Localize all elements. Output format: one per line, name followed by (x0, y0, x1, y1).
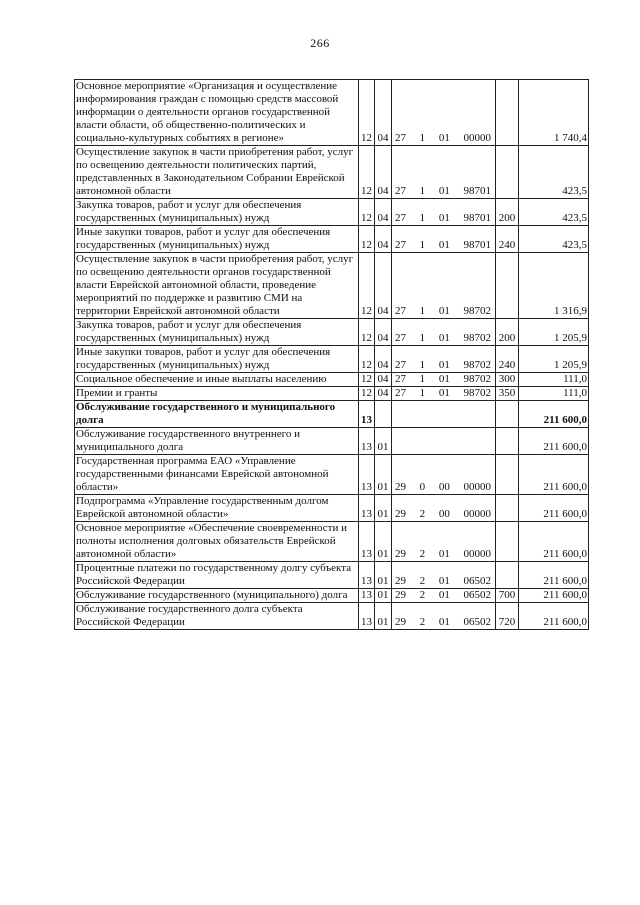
table-row (75, 603, 589, 630)
expense-type-code (496, 401, 519, 428)
target-article-parts (393, 373, 494, 386)
target-article-part: 1 (419, 132, 426, 144)
target-article-part: 01 (438, 616, 450, 628)
table-row (75, 522, 589, 562)
expense-type-code: 700 (496, 589, 519, 603)
amount: 211 600,0 (519, 455, 589, 495)
row-name: Премии и гранты (75, 387, 359, 401)
target-article-part: 01 (438, 589, 450, 601)
row-name: Закупка товаров, работ и услуг для обеспечения государственных (муниципальных) нужд (75, 319, 359, 346)
expense-type-code (496, 253, 519, 319)
target-article-parts (393, 589, 494, 602)
amount: 423,5 (519, 146, 589, 199)
target-article-parts (393, 575, 494, 588)
section-code: 13 (359, 495, 375, 522)
target-article-part: 01 (438, 387, 450, 399)
target-article-part: 1 (419, 185, 426, 197)
section-code: 12 (359, 80, 375, 146)
table-row (75, 455, 589, 495)
target-article-code (392, 603, 496, 630)
target-article-code (392, 589, 496, 603)
row-name: Осуществление закупок в части приобретения работ, услуг по освещению деятельности органов государственной власти Еврейской автономной области, проведение мероприятий по поддержке и развитию СМИ на территории Еврейской автономной области (75, 253, 359, 319)
target-article-part: 1 (419, 239, 426, 251)
expense-type-code: 300 (496, 373, 519, 387)
table-row (75, 428, 589, 455)
table-row (75, 495, 589, 522)
target-article-part: 01 (438, 575, 450, 587)
target-article-part: 00000 (463, 481, 491, 493)
target-article-part: 27 (395, 132, 406, 144)
amount: 111,0 (519, 387, 589, 401)
section-code: 13 (359, 401, 375, 428)
target-article-part: 00 (438, 481, 450, 493)
expense-type-code (496, 455, 519, 495)
target-article-part: 06502 (463, 616, 491, 628)
table-row (75, 146, 589, 199)
target-article-part: 01 (438, 212, 450, 224)
target-article-part: 01 (438, 332, 450, 344)
row-name: Иные закупки товаров, работ и услуг для обеспечения государственных (муниципальных) нужд (75, 346, 359, 373)
target-article-part: 29 (395, 481, 406, 493)
target-article-part: 01 (438, 548, 450, 560)
target-article-part: 2 (419, 616, 426, 628)
target-article-parts (393, 239, 494, 252)
row-name: Осуществление закупок в части приобретения работ, услуг по освещению деятельности политических партий, представленных в Законодательном Собрании Еврейской автономной области (75, 146, 359, 199)
target-article-part: 98702 (463, 359, 491, 371)
target-article-code (392, 387, 496, 401)
section-code: 12 (359, 387, 375, 401)
target-article-code (392, 80, 496, 146)
expense-type-code (496, 495, 519, 522)
row-name: Иные закупки товаров, работ и услуг для обеспечения государственных (муниципальных) нужд (75, 226, 359, 253)
expense-type-code (496, 80, 519, 146)
target-article-code (392, 146, 496, 199)
subsection-code: 01 (375, 603, 392, 630)
target-article-parts (393, 548, 494, 561)
subsection-code: 04 (375, 319, 392, 346)
target-article-part: 01 (438, 185, 450, 197)
amount: 211 600,0 (519, 495, 589, 522)
subsection-code: 04 (375, 373, 392, 387)
table-row (75, 319, 589, 346)
table-row (75, 253, 589, 319)
target-article-part: 27 (395, 212, 406, 224)
target-article-part: 01 (438, 305, 450, 317)
table-row (75, 387, 589, 401)
target-article-part: 1 (419, 359, 426, 371)
subsection-code: 01 (375, 589, 392, 603)
target-article-part: 29 (395, 589, 406, 601)
target-article-part: 1 (419, 305, 426, 317)
target-article-part: 01 (438, 373, 450, 385)
target-article-part: 2 (419, 508, 426, 520)
section-code: 12 (359, 346, 375, 373)
target-article-part: 27 (395, 305, 406, 317)
target-article-parts (393, 305, 494, 318)
expense-type-code: 200 (496, 199, 519, 226)
subsection-code: 04 (375, 146, 392, 199)
section-code: 13 (359, 603, 375, 630)
target-article-part: 06502 (463, 589, 491, 601)
amount: 1 205,9 (519, 346, 589, 373)
target-article-code (392, 401, 496, 428)
table-row (75, 401, 589, 428)
target-article-part: 0 (419, 481, 426, 493)
target-article-part: 29 (395, 616, 406, 628)
table-row (75, 346, 589, 373)
target-article-part: 06502 (463, 575, 491, 587)
section-code: 13 (359, 428, 375, 455)
target-article-part: 27 (395, 185, 406, 197)
row-name: Обслуживание государственного (муниципального) долга (75, 589, 359, 603)
row-name: Закупка товаров, работ и услуг для обеспечения государственных (муниципальных) нужд (75, 199, 359, 226)
subsection-code: 04 (375, 226, 392, 253)
expense-type-code (496, 146, 519, 199)
subsection-code: 01 (375, 562, 392, 589)
target-article-part: 1 (419, 373, 426, 385)
target-article-code (392, 253, 496, 319)
amount: 111,0 (519, 373, 589, 387)
target-article-code (392, 428, 496, 455)
subsection-code: 04 (375, 387, 392, 401)
target-article-parts (393, 616, 494, 629)
expense-type-code: 240 (496, 226, 519, 253)
row-name: Социальное обеспечение и иные выплаты населению (75, 373, 359, 387)
amount: 211 600,0 (519, 589, 589, 603)
target-article-parts (393, 481, 494, 494)
target-article-part: 1 (419, 332, 426, 344)
target-article-code (392, 226, 496, 253)
amount: 1 316,9 (519, 253, 589, 319)
target-article-parts (393, 132, 494, 145)
target-article-code (392, 455, 496, 495)
section-code: 13 (359, 455, 375, 495)
target-article-part: 1 (419, 387, 426, 399)
target-article-code (392, 373, 496, 387)
expense-type-code (496, 428, 519, 455)
amount: 1 205,9 (519, 319, 589, 346)
expense-type-code: 200 (496, 319, 519, 346)
target-article-part: 27 (395, 387, 406, 399)
target-article-part: 27 (395, 359, 406, 371)
row-name: Обслуживание государственного и муниципального долга (75, 401, 359, 428)
expense-type-code (496, 522, 519, 562)
subsection-code: 01 (375, 428, 392, 455)
row-name: Обслуживание государственного долга субъекта Российской Федерации (75, 603, 359, 630)
row-name: Процентные платежи по государственному долгу субъекта Российской Федерации (75, 562, 359, 589)
target-article-part: 2 (419, 589, 426, 601)
expense-type-code: 240 (496, 346, 519, 373)
subsection-code: 04 (375, 80, 392, 146)
subsection-code: 04 (375, 346, 392, 373)
amount: 423,5 (519, 199, 589, 226)
target-article-parts (393, 359, 494, 372)
target-article-part: 98702 (463, 332, 491, 344)
table-row (75, 562, 589, 589)
target-article-part: 27 (395, 373, 406, 385)
table-row (75, 199, 589, 226)
section-code: 12 (359, 253, 375, 319)
target-article-part: 98702 (463, 387, 491, 399)
row-name: Подпрограмма «Управление государственным долгом Еврейской автономной области» (75, 495, 359, 522)
table-row (75, 80, 589, 146)
section-code: 13 (359, 562, 375, 589)
row-name: Основное мероприятие «Организация и осуществление информирования граждан с помощью средств массовой информации о деятельности органов государственной власти области, об общественно-политических и социально-культурных событиях в регионе» (75, 80, 359, 146)
amount: 211 600,0 (519, 428, 589, 455)
subsection-code: 01 (375, 495, 392, 522)
target-article-part: 98702 (463, 373, 491, 385)
section-code: 13 (359, 522, 375, 562)
target-article-part: 1 (419, 212, 426, 224)
amount: 211 600,0 (519, 522, 589, 562)
target-article-part: 27 (395, 239, 406, 251)
target-article-part: 27 (395, 332, 406, 344)
target-article-part: 01 (438, 239, 450, 251)
target-article-parts (393, 185, 494, 198)
section-code: 12 (359, 319, 375, 346)
row-name: Государственная программа ЕАО «Управление государственными финансами Еврейской автономной области» (75, 455, 359, 495)
target-article-part: 01 (438, 132, 450, 144)
target-article-part: 01 (438, 359, 450, 371)
table-row (75, 373, 589, 387)
target-article-parts (393, 387, 494, 400)
target-article-part: 98702 (463, 305, 491, 317)
target-article-part: 29 (395, 508, 406, 520)
amount: 1 740,4 (519, 80, 589, 146)
section-code: 12 (359, 226, 375, 253)
target-article-parts (393, 332, 494, 345)
amount: 211 600,0 (519, 562, 589, 589)
section-code: 13 (359, 589, 375, 603)
target-article-part: 2 (419, 575, 426, 587)
subsection-code (375, 401, 392, 428)
subsection-code: 04 (375, 253, 392, 319)
target-article-part: 29 (395, 548, 406, 560)
target-article-code (392, 522, 496, 562)
target-article-parts (393, 508, 494, 521)
amount: 211 600,0 (519, 603, 589, 630)
budget-table-body (75, 80, 589, 630)
expense-type-code: 350 (496, 387, 519, 401)
target-article-code (392, 562, 496, 589)
subsection-code: 01 (375, 522, 392, 562)
section-code: 12 (359, 199, 375, 226)
subsection-code: 04 (375, 199, 392, 226)
target-article-parts (393, 212, 494, 225)
target-article-part: 00000 (463, 132, 491, 144)
target-article-code (392, 199, 496, 226)
amount: 423,5 (519, 226, 589, 253)
section-code: 12 (359, 146, 375, 199)
target-article-part: 00 (438, 508, 450, 520)
row-name: Основное мероприятие «Обеспечение своевременности и полноты исполнения долговых обязательств Еврейской автономной области» (75, 522, 359, 562)
target-article-part: 00000 (463, 508, 491, 520)
amount: 211 600,0 (519, 401, 589, 428)
target-article-part: 98701 (463, 239, 491, 251)
budget-table (74, 79, 589, 630)
target-article-part: 29 (395, 575, 406, 587)
subsection-code: 01 (375, 455, 392, 495)
target-article-part: 00000 (463, 548, 491, 560)
target-article-part: 2 (419, 548, 426, 560)
page-number: 266 (310, 36, 330, 50)
expense-type-code (496, 562, 519, 589)
target-article-part: 98701 (463, 212, 491, 224)
expense-type-code: 720 (496, 603, 519, 630)
table-row (75, 226, 589, 253)
target-article-code (392, 495, 496, 522)
target-article-part: 98701 (463, 185, 491, 197)
row-name: Обслуживание государственного внутреннего и муниципального долга (75, 428, 359, 455)
section-code: 12 (359, 373, 375, 387)
target-article-code (392, 319, 496, 346)
target-article-code (392, 346, 496, 373)
table-row (75, 589, 589, 603)
